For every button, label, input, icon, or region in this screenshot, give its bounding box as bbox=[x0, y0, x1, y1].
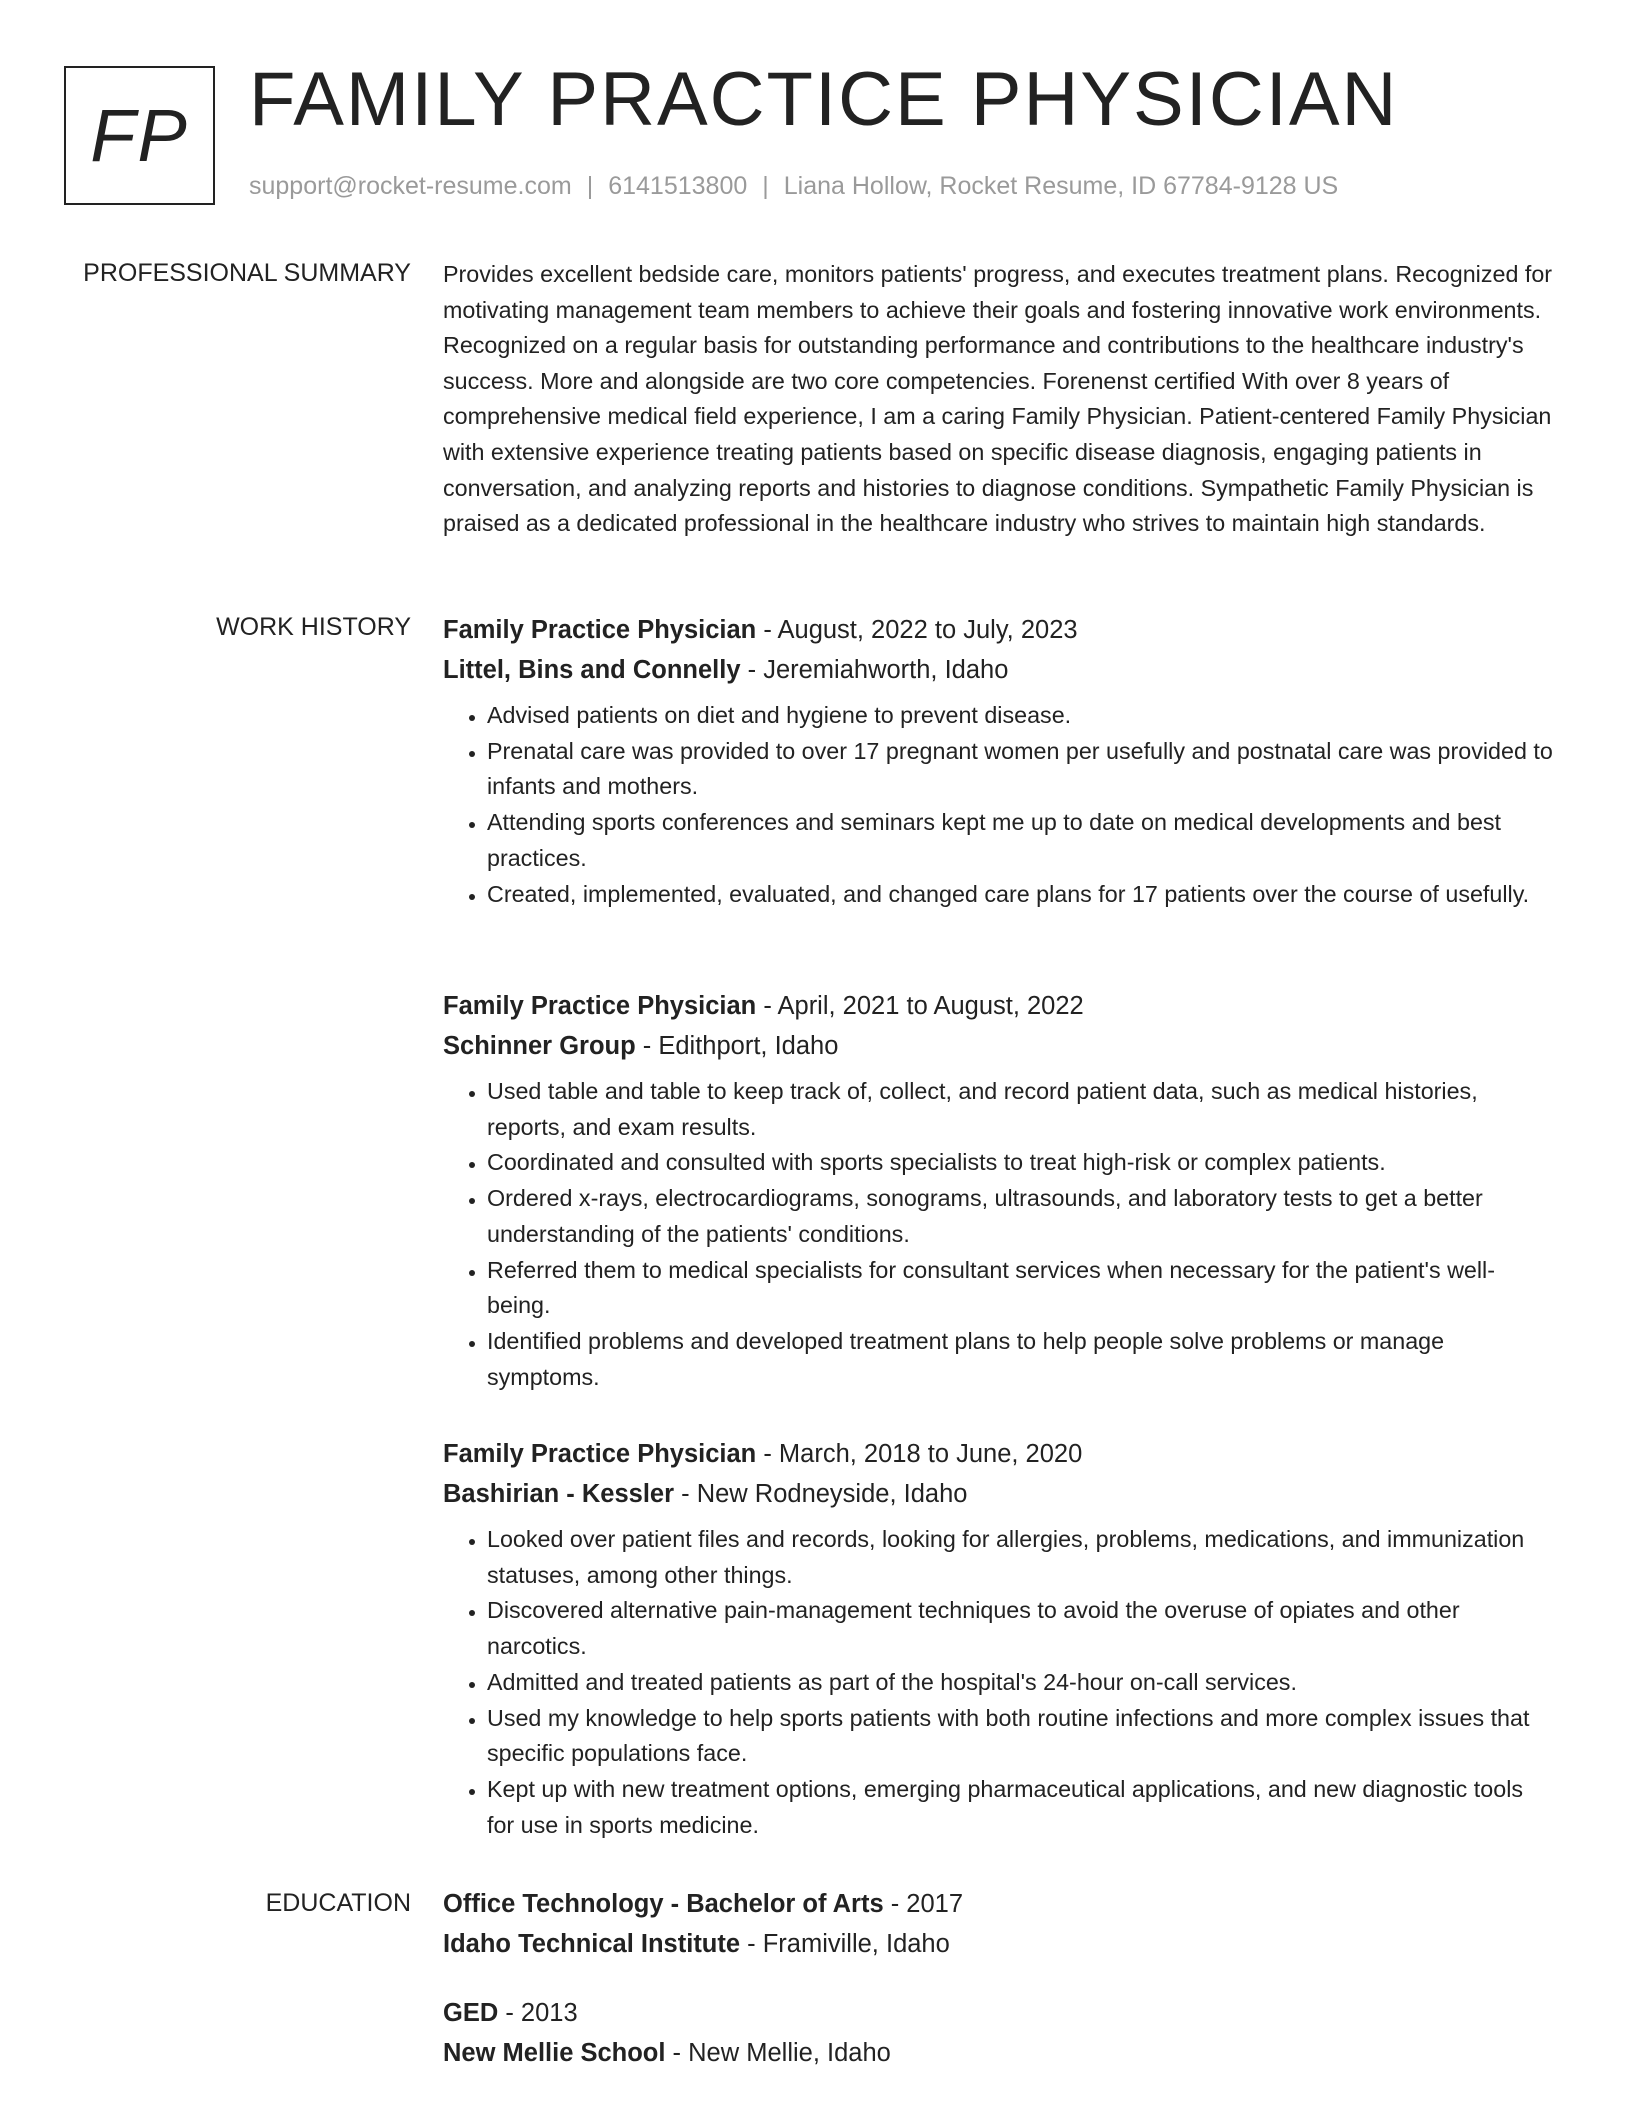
education-location: - New Mellie, Idaho bbox=[665, 2039, 891, 2067]
job-bullet: • Attending sports conferences and seminars kept me up to date on medical developments and best practices. bbox=[487, 805, 1553, 876]
job-role-line bbox=[443, 1434, 1553, 1474]
job-role: Family Practice Physician bbox=[443, 1440, 757, 1468]
education-entry bbox=[443, 1884, 1553, 1964]
education-year: - 2013 bbox=[498, 1999, 578, 2027]
job-company-line bbox=[443, 1474, 1553, 1514]
summary-section bbox=[443, 257, 1553, 542]
job-bullet: • Referred them to medical specialists for consultant services when necessary for the patient's well-being. bbox=[487, 1253, 1553, 1324]
job-company: Littel, Bins and Connelly bbox=[443, 656, 741, 684]
job-bullet: • Ordered x-rays, electrocardiograms, sonograms, ultrasounds, and laboratory tests to get a better understanding of the patients' conditions. bbox=[487, 1181, 1553, 1252]
education-entry bbox=[443, 1993, 1553, 2073]
education-degree: Office Technology - Bachelor of Arts bbox=[443, 1890, 884, 1918]
contact-address: Liana Hollow, Rocket Resume, ID 67784-9128 US bbox=[783, 172, 1339, 200]
monogram-logo: FP bbox=[64, 66, 215, 205]
job-role: Family Practice Physician bbox=[443, 992, 757, 1020]
job-bullet: • Discovered alternative pain-management techniques to avoid the overuse of opiates and other narcotics. bbox=[487, 1593, 1553, 1664]
work-history-section-label: WORK HISTORY bbox=[216, 613, 411, 641]
job-bullet: • Used table and table to keep track of, collect, and record patient data, such as medical histories, reports, and exam results. bbox=[487, 1074, 1553, 1145]
education-year: - 2017 bbox=[883, 1890, 964, 1918]
education-degree-line bbox=[443, 1884, 1553, 1924]
education-degree: GED bbox=[443, 1999, 499, 2027]
summary-text: Provides excellent bedside care, monitors patients' progress, and executes treatment plans. Recognized for motivating management team members to achieve their goals and fostering innovative work environments. Recognized on a regular basis for outstanding performance and contributions to the healthcare industry's success. More and alongside are two core competencies. Forenenst certified With over 8 years of comprehensive medical field experience, I am a caring Family Physician. Patient-centered Family Physician with extensive experience treating patients based on specific disease diagnosis, engaging patients in conversation, and analyzing reports and histories to diagnose conditions. Sympathetic Family Physician is praised as a dedicated professional in the healthcare industry who strives to maintain high standards. bbox=[443, 261, 1553, 537]
education-school: Idaho Technical Institute bbox=[443, 1930, 741, 1958]
job-bullet: • Admitted and treated patients as part of the hospital's 24-hour on-call services. bbox=[487, 1665, 1553, 1701]
job-company: Schinner Group bbox=[443, 1032, 636, 1060]
job-company-line bbox=[443, 1026, 1553, 1066]
job-location: - Edithport, Idaho bbox=[635, 1032, 839, 1060]
job-role: Family Practice Physician bbox=[443, 616, 757, 644]
job-bullet: • Identified problems and developed treatment plans to help people solve problems or manage symptoms. bbox=[487, 1324, 1553, 1395]
job-bullet: • Kept up with new treatment options, emerging pharmaceutical applications, and new diagnostic tools for use in sports medicine. bbox=[487, 1772, 1553, 1843]
job-bullet-list bbox=[443, 698, 1553, 912]
contact-line bbox=[249, 172, 1338, 201]
job-dates: - April, 2021 to August, 2022 bbox=[756, 992, 1084, 1020]
job-bullet: • Used my knowledge to help sports patients with both routine infections and more complex issues that specific populations face. bbox=[487, 1701, 1553, 1772]
education-school: New Mellie School bbox=[443, 2039, 666, 2067]
job-company-line bbox=[443, 650, 1553, 690]
job-location: - Jeremiahworth, Idaho bbox=[740, 656, 1009, 684]
job-location: - New Rodneyside, Idaho bbox=[674, 1480, 968, 1508]
job-entry bbox=[443, 610, 1553, 912]
job-bullet: • Created, implemented, evaluated, and changed care plans for 17 patients over the course of usefully. bbox=[487, 877, 1553, 913]
summary-section-label: PROFESSIONAL SUMMARY bbox=[83, 259, 411, 287]
job-company: Bashirian - Kessler bbox=[443, 1480, 675, 1508]
job-dates: - August, 2022 to July, 2023 bbox=[756, 616, 1078, 644]
job-bullet: • Advised patients on diet and hygiene to prevent disease. bbox=[487, 698, 1553, 734]
contact-separator: | bbox=[762, 172, 769, 200]
education-location: - Framiville, Idaho bbox=[740, 1930, 950, 1958]
job-bullet-list bbox=[443, 1522, 1553, 1843]
education-school-line bbox=[443, 1924, 1553, 1964]
contact-email[interactable]: support@rocket-resume.com bbox=[249, 172, 572, 200]
contact-phone[interactable]: 6141513800 bbox=[608, 172, 748, 200]
job-role-line bbox=[443, 610, 1553, 650]
job-bullet: • Looked over patient files and records, looking for allergies, problems, medications, and immunization statuses, among other things. bbox=[487, 1522, 1553, 1593]
job-dates: - March, 2018 to June, 2020 bbox=[756, 1440, 1083, 1468]
job-role-line bbox=[443, 986, 1553, 1026]
resume-title: FAMILY PRACTICE PHYSICIAN bbox=[249, 57, 1399, 142]
job-bullet: • Coordinated and consulted with sports specialists to treat high-risk or complex patients. bbox=[487, 1145, 1553, 1181]
job-entry bbox=[443, 1434, 1553, 1843]
education-school-line bbox=[443, 2033, 1553, 2073]
job-bullet: • Prenatal care was provided to over 17 pregnant women per usefully and postnatal care was provided to infants and mothers. bbox=[487, 734, 1553, 805]
education-section-label: EDUCATION bbox=[265, 1889, 411, 1917]
job-entry bbox=[443, 986, 1553, 1395]
contact-separator: | bbox=[586, 172, 594, 200]
job-bullet-list bbox=[443, 1074, 1553, 1395]
education-degree-line bbox=[443, 1993, 1553, 2033]
